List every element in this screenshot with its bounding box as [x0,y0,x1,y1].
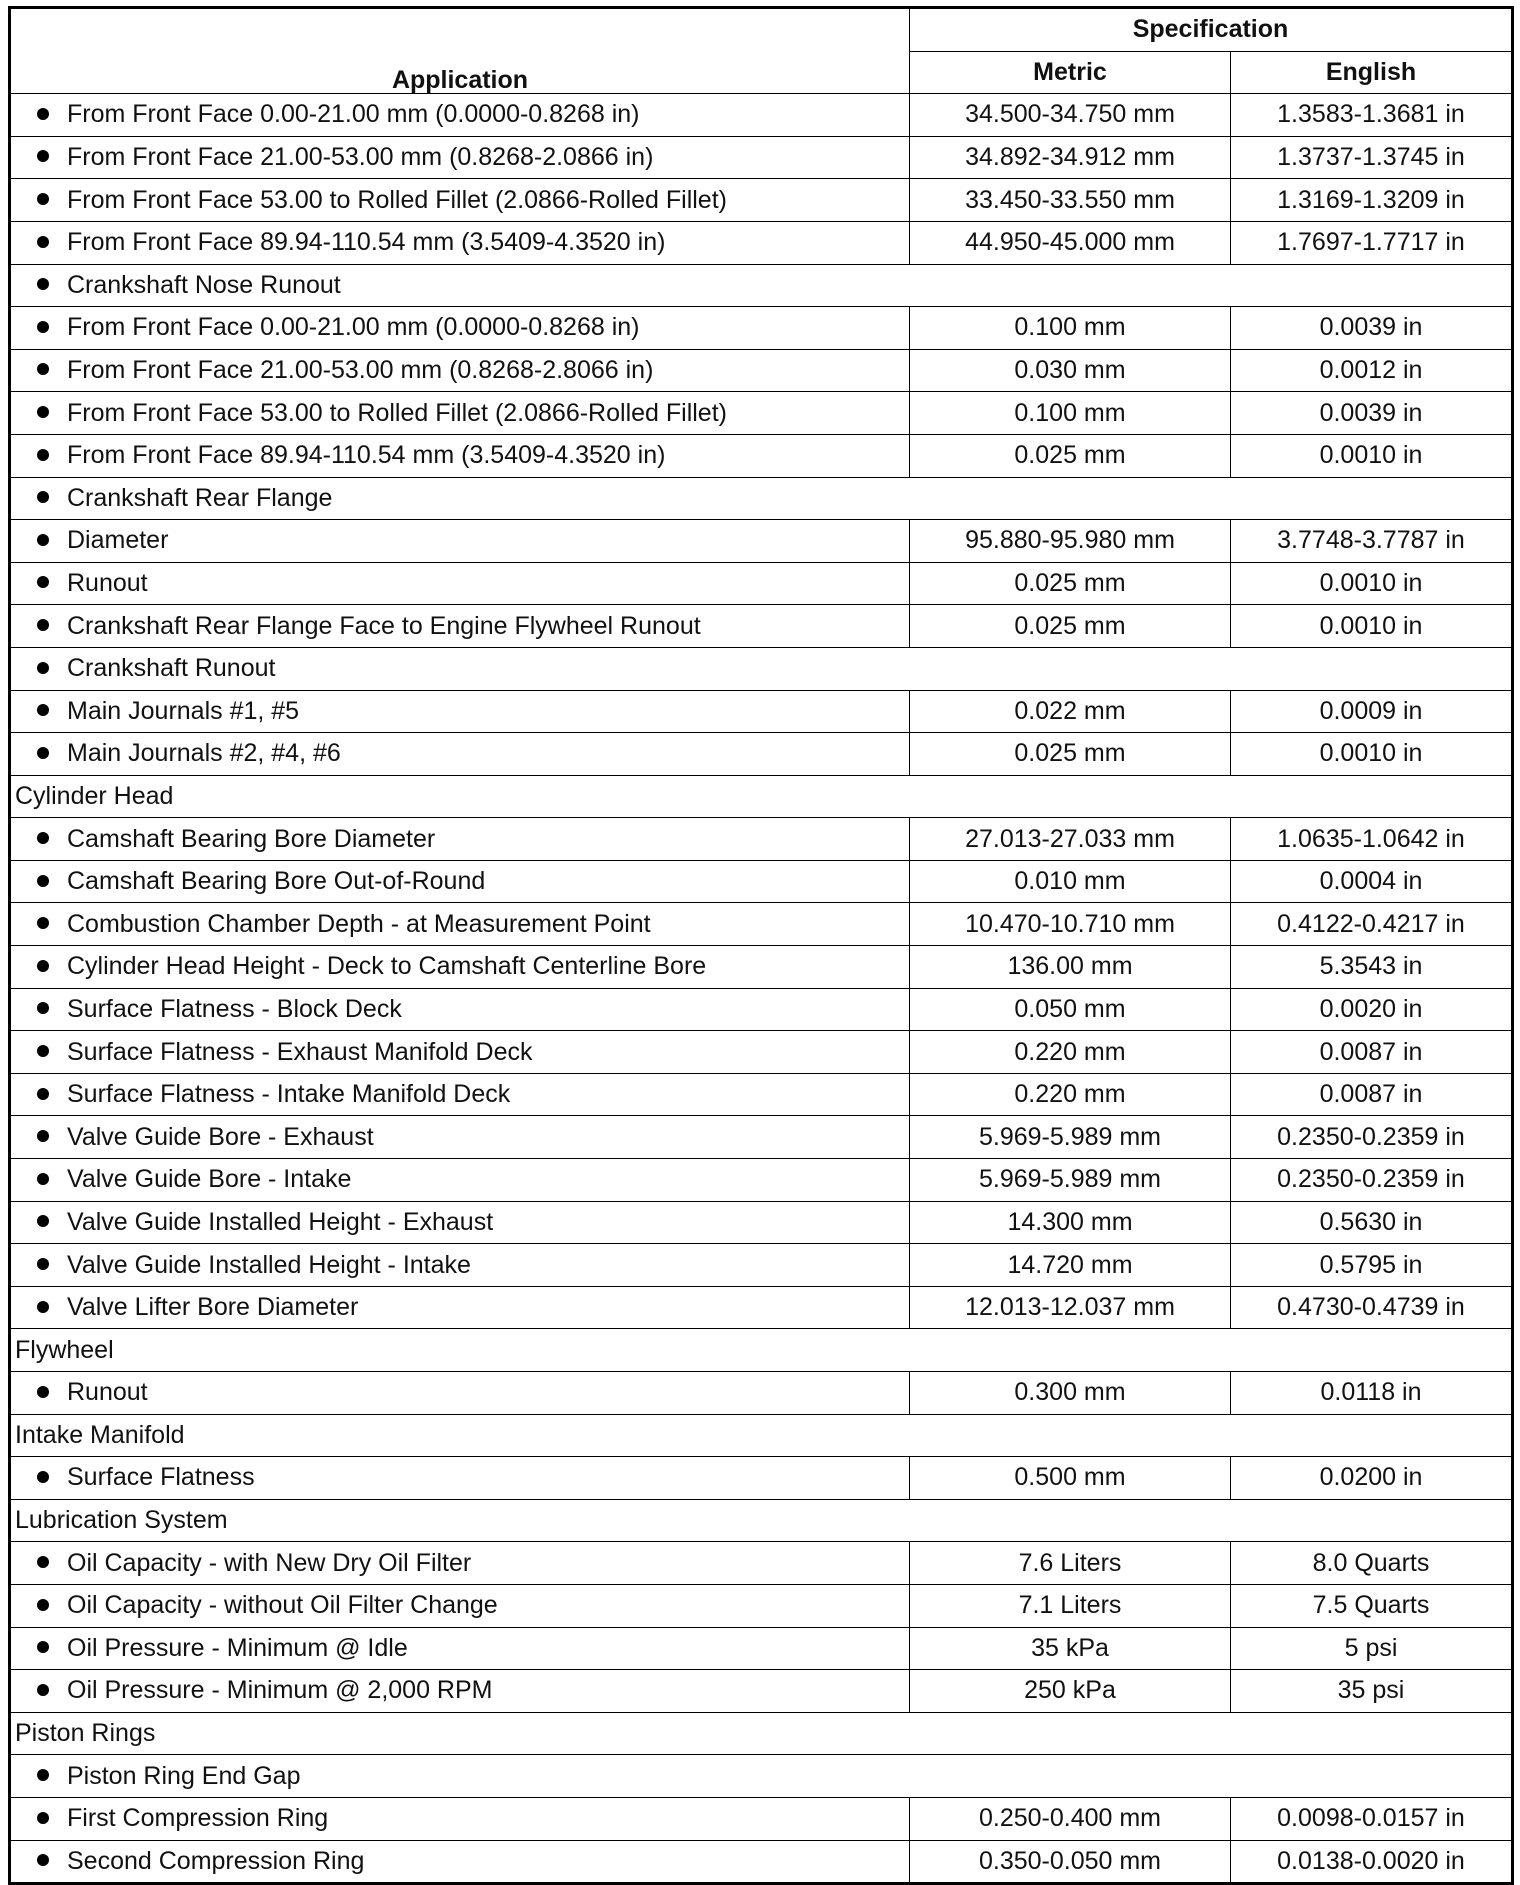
subheader-cell [10,647,1513,690]
application-cell [10,520,910,563]
section-label: Piston Rings [10,1712,1513,1755]
subheader-cell [10,1755,1513,1798]
table-row [10,221,1513,264]
subheader-row [10,477,1513,520]
table-row [10,349,1513,392]
bullet-icon [37,1301,49,1313]
english-value-cell: 1.3737-1.3745 in [1231,136,1513,179]
english-value-cell: 0.0087 in [1231,1073,1513,1116]
bullet-icon [37,619,49,631]
english-value-cell: 0.2350-0.2359 in [1231,1159,1513,1202]
application-label: Surface Flatness - Intake Manifold Deck [67,1080,511,1109]
table-row [10,1797,1513,1840]
metric-value-cell: 44.950-45.000 mm [910,221,1231,264]
section-row [10,775,1513,818]
bullet-icon [37,1556,49,1568]
table-row [10,860,1513,903]
subheader-row [10,647,1513,690]
application-label: Diameter [67,526,169,555]
application-cell [10,1201,910,1244]
bullet-icon [37,1258,49,1270]
bullet-icon [37,363,49,375]
english-value-cell: 1.3583-1.3681 in [1231,94,1513,137]
english-value-cell: 5 psi [1231,1627,1513,1670]
section-label: Intake Manifold [10,1414,1513,1457]
bullet-icon [37,534,49,546]
specification-column-group-header: Specification [910,8,1513,52]
table-row [10,1159,1513,1202]
english-value-cell: 3.7748-3.7787 in [1231,520,1513,563]
bullet-icon [37,1854,49,1866]
bullet-icon [37,1769,49,1781]
application-label: Crankshaft Rear Flange [67,483,333,512]
application-cell [10,988,910,1031]
table-row [10,434,1513,477]
application-cell [10,1116,910,1159]
metric-value-cell: 34.500-34.750 mm [910,94,1231,137]
bullet-icon [37,150,49,162]
header-row-group [10,8,1513,52]
application-cell [10,221,910,264]
application-label: Surface Flatness - Exhaust Manifold Deck [67,1037,533,1066]
table-row [10,818,1513,861]
bullet-icon [37,406,49,418]
english-value-cell: 0.0039 in [1231,307,1513,350]
application-cell [10,1797,910,1840]
section-row [10,1499,1513,1542]
section-row [10,1329,1513,1372]
english-value-cell: 0.0010 in [1231,733,1513,776]
table-row [10,1457,1513,1500]
english-value-cell: 0.5630 in [1231,1201,1513,1244]
table-row [10,1031,1513,1074]
metric-value-cell: 10.470-10.710 mm [910,903,1231,946]
application-cell [10,562,910,605]
english-value-cell: 0.0087 in [1231,1031,1513,1074]
application-label: From Front Face 21.00-53.00 mm (0.8268-2.0866 in) [67,143,654,172]
application-label: Oil Pressure - Minimum @ Idle [67,1633,408,1662]
bullet-icon [37,1088,49,1100]
application-label: Surface Flatness - Block Deck [67,994,402,1023]
application-cell [10,1159,910,1202]
metric-value-cell: 14.300 mm [910,1201,1231,1244]
application-column-header: Application [10,8,910,94]
metric-value-cell: 0.025 mm [910,605,1231,648]
bullet-icon [37,108,49,120]
table-row [10,179,1513,222]
application-label: Piston Ring End Gap [67,1761,301,1790]
section-row [10,1414,1513,1457]
metric-value-cell: 0.010 mm [910,860,1231,903]
section-row [10,1712,1513,1755]
application-label: From Front Face 0.00-21.00 mm (0.0000-0.8268 in) [67,100,640,129]
application-cell [10,733,910,776]
application-cell [10,1286,910,1329]
application-label: First Compression Ring [67,1804,329,1833]
bullet-icon [37,1002,49,1014]
application-label: From Front Face 89.94-110.54 mm (3.5409-4.3520 in) [67,228,666,257]
english-value-cell: 0.0118 in [1231,1372,1513,1415]
bullet-icon [37,321,49,333]
table-row [10,520,1513,563]
english-value-cell: 1.7697-1.7717 in [1231,221,1513,264]
bullet-icon [37,278,49,290]
application-cell [10,946,910,989]
application-cell [10,1542,910,1585]
application-cell [10,349,910,392]
table-row [10,690,1513,733]
table-row [10,1073,1513,1116]
bullet-icon [37,1641,49,1653]
application-label: From Front Face 53.00 to Rolled Fillet (2.0866-Rolled Fillet) [67,398,727,427]
english-value-cell: 0.0010 in [1231,434,1513,477]
application-label: Oil Capacity - with New Dry Oil Filter [67,1548,472,1577]
english-value-cell: 7.5 Quarts [1231,1584,1513,1627]
application-label: Camshaft Bearing Bore Diameter [67,824,436,853]
application-cell [10,136,910,179]
specification-table [8,6,1514,1885]
bullet-icon [37,491,49,503]
metric-value-cell: 250 kPa [910,1670,1231,1713]
metric-value-cell: 0.350-0.050 mm [910,1840,1231,1884]
english-value-cell: 0.0039 in [1231,392,1513,435]
bullet-icon [37,1471,49,1483]
subheader-row [10,264,1513,307]
metric-value-cell: 95.880-95.980 mm [910,520,1231,563]
bullet-icon [37,1812,49,1824]
bullet-icon [37,576,49,588]
bullet-icon [37,236,49,248]
application-cell [10,1584,910,1627]
application-cell [10,860,910,903]
application-label: From Front Face 21.00-53.00 mm (0.8268-2.8066 in) [67,356,654,385]
table-row [10,1286,1513,1329]
table-row [10,946,1513,989]
table-row [10,562,1513,605]
metric-value-cell: 0.025 mm [910,733,1231,776]
subheader-row [10,1755,1513,1798]
application-cell [10,1372,910,1415]
bullet-icon [37,662,49,674]
metric-value-cell: 0.250-0.400 mm [910,1797,1231,1840]
metric-value-cell: 0.025 mm [910,434,1231,477]
english-value-cell: 8.0 Quarts [1231,1542,1513,1585]
table-body [10,94,1513,1884]
metric-value-cell: 0.025 mm [910,562,1231,605]
metric-value-cell: 0.100 mm [910,307,1231,350]
english-value-cell: 0.0200 in [1231,1457,1513,1500]
application-cell [10,1457,910,1500]
metric-value-cell: 7.1 Liters [910,1584,1231,1627]
english-value-cell: 0.0010 in [1231,605,1513,648]
application-cell [10,818,910,861]
application-label: From Front Face 53.00 to Rolled Fillet (2.0866-Rolled Fillet) [67,185,727,214]
application-label: Oil Capacity - without Oil Filter Change [67,1591,498,1620]
english-value-cell: 0.5795 in [1231,1244,1513,1287]
metric-value-cell: 34.892-34.912 mm [910,136,1231,179]
bullet-icon [37,1386,49,1398]
bullet-icon [37,747,49,759]
application-cell [10,1073,910,1116]
bullet-icon [37,704,49,716]
metric-value-cell: 27.013-27.033 mm [910,818,1231,861]
metric-value-cell: 0.300 mm [910,1372,1231,1415]
english-value-cell: 0.2350-0.2359 in [1231,1116,1513,1159]
table-row [10,733,1513,776]
english-value-cell: 1.3169-1.3209 in [1231,179,1513,222]
table-row [10,136,1513,179]
metric-value-cell: 14.720 mm [910,1244,1231,1287]
application-cell [10,179,910,222]
table-row [10,1670,1513,1713]
table-row [10,1627,1513,1670]
english-value-cell: 35 psi [1231,1670,1513,1713]
bullet-icon [37,1130,49,1142]
section-label: Cylinder Head [10,775,1513,818]
english-value-cell: 0.0098-0.0157 in [1231,1797,1513,1840]
application-label: Valve Guide Installed Height - Exhaust [67,1207,494,1236]
table-row [10,1116,1513,1159]
table-row [10,1201,1513,1244]
english-value-cell: 0.0012 in [1231,349,1513,392]
table-row [10,903,1513,946]
table-header [10,8,1513,94]
english-value-cell: 0.4730-0.4739 in [1231,1286,1513,1329]
metric-value-cell: 35 kPa [910,1627,1231,1670]
table-row [10,1584,1513,1627]
metric-value-cell: 5.969-5.989 mm [910,1159,1231,1202]
application-label: Cylinder Head Height - Deck to Camshaft Centerline Bore [67,952,707,981]
application-label: Oil Pressure - Minimum @ 2,000 RPM [67,1676,493,1705]
application-cell [10,1031,910,1074]
application-cell [10,434,910,477]
metric-value-cell: 12.013-12.037 mm [910,1286,1231,1329]
table-row [10,1372,1513,1415]
application-cell [10,1244,910,1287]
table-row [10,94,1513,137]
application-cell [10,392,910,435]
bullet-icon [37,1045,49,1057]
application-label: Main Journals #1, #5 [67,696,300,725]
application-label: Crankshaft Nose Runout [67,270,341,299]
application-label: Runout [67,1378,148,1407]
bullet-icon [37,1173,49,1185]
english-value-cell: 0.0138-0.0020 in [1231,1840,1513,1884]
bullet-icon [37,1215,49,1227]
metric-value-cell: 5.969-5.989 mm [910,1116,1231,1159]
subheader-cell [10,264,1513,307]
application-cell [10,1670,910,1713]
application-label: Camshaft Bearing Bore Out-of-Round [67,867,486,896]
bullet-icon [37,960,49,972]
application-label: From Front Face 89.94-110.54 mm (3.5409-4.3520 in) [67,441,666,470]
table-row [10,392,1513,435]
application-label: Surface Flatness [67,1463,255,1492]
metric-value-cell: 136.00 mm [910,946,1231,989]
application-label: Main Journals #2, #4, #6 [67,739,341,768]
bullet-icon [37,875,49,887]
bullet-icon [37,1599,49,1611]
english-value-cell: 5.3543 in [1231,946,1513,989]
table-row [10,307,1513,350]
application-label: Second Compression Ring [67,1846,365,1875]
table-row [10,605,1513,648]
application-cell [10,1840,910,1884]
english-value-cell: 1.0635-1.0642 in [1231,818,1513,861]
bullet-icon [37,193,49,205]
application-label: Valve Guide Bore - Exhaust [67,1122,374,1151]
application-cell [10,605,910,648]
application-cell [10,307,910,350]
table-row [10,1542,1513,1585]
bullet-icon [37,1684,49,1696]
metric-value-cell: 0.030 mm [910,349,1231,392]
application-label: Valve Lifter Bore Diameter [67,1293,359,1322]
english-value-cell: 0.0009 in [1231,690,1513,733]
metric-value-cell: 0.220 mm [910,1031,1231,1074]
english-column-header: English [1231,51,1513,94]
application-label: Combustion Chamber Depth - at Measurement Point [67,909,651,938]
english-value-cell: 0.4122-0.4217 in [1231,903,1513,946]
section-label: Flywheel [10,1329,1513,1372]
application-cell [10,1627,910,1670]
application-label: Crankshaft Runout [67,654,276,683]
section-label: Lubrication System [10,1499,1513,1542]
metric-column-header: Metric [910,51,1231,94]
table-row [10,1840,1513,1884]
metric-value-cell: 0.500 mm [910,1457,1231,1500]
metric-value-cell: 0.022 mm [910,690,1231,733]
application-cell [10,690,910,733]
application-label: From Front Face 0.00-21.00 mm (0.0000-0.8268 in) [67,313,640,342]
metric-value-cell: 33.450-33.550 mm [910,179,1231,222]
bullet-icon [37,832,49,844]
application-label: Valve Guide Bore - Intake [67,1165,352,1194]
metric-value-cell: 0.050 mm [910,988,1231,1031]
table-row [10,988,1513,1031]
english-value-cell: 0.0020 in [1231,988,1513,1031]
metric-value-cell: 0.220 mm [910,1073,1231,1116]
english-value-cell: 0.0004 in [1231,860,1513,903]
table-row [10,1244,1513,1287]
application-label: Runout [67,569,148,598]
metric-value-cell: 7.6 Liters [910,1542,1231,1585]
bullet-icon [37,449,49,461]
application-cell [10,94,910,137]
bullet-icon [37,917,49,929]
application-label: Crankshaft Rear Flange Face to Engine Flywheel Runout [67,611,701,640]
application-label: Valve Guide Installed Height - Intake [67,1250,471,1279]
english-value-cell: 0.0010 in [1231,562,1513,605]
application-cell [10,903,910,946]
subheader-cell [10,477,1513,520]
metric-value-cell: 0.100 mm [910,392,1231,435]
